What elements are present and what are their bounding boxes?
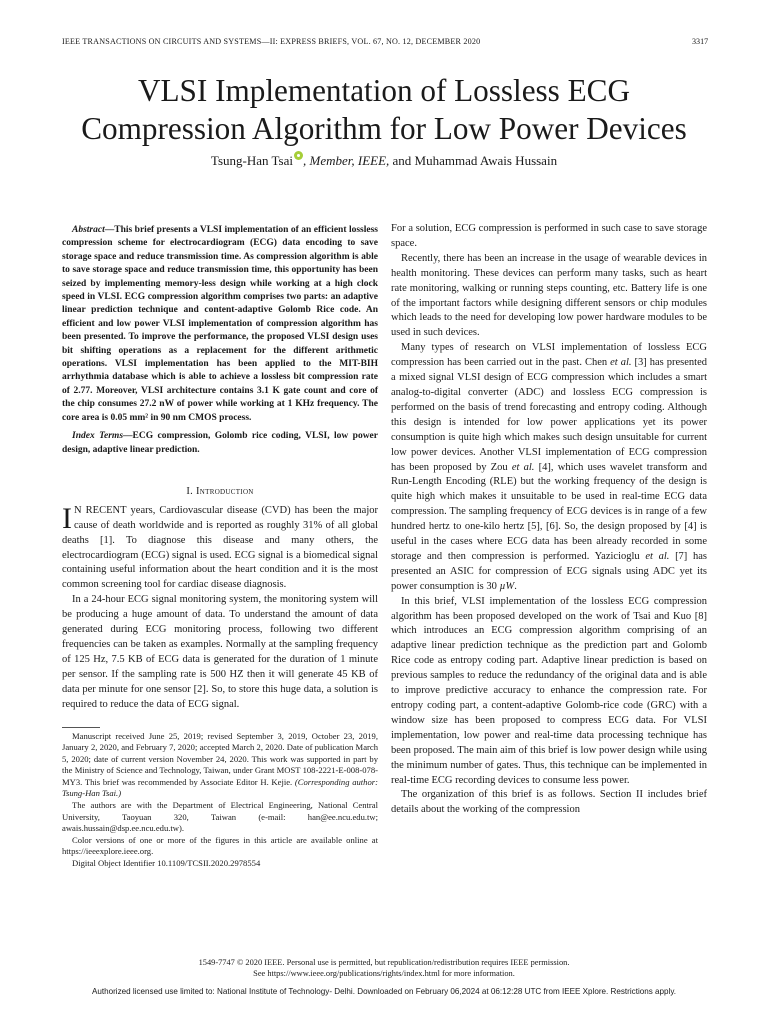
abstract-label: Abstract <box>72 225 105 235</box>
footnote-color-figures: Color versions of one or more of the figures in this article are available online at https://ieeexplore.ieee.org. <box>62 834 378 857</box>
abstract-text: —This brief presents a VLSI implementation of an efficient lossless compression scheme for electrocardiogram (ECG) data encoding to save storage space and reduce transmission time. As compression algorithm is able to save storage space and reduce transmission time, this opportunity has been seized by implementing memory-less design while working at a high clock speed in VLSI. ECG compression algorithm comprises two parts: an adaptive linear prediction technique and content-adaptive Golomb Rice code. An efficient and low power VLSI implementation of compression algorithm has been presented. To improve the performance, the proposed VLSI design uses bit shifting operations as a replacement for the different arithmetic operations. VLSI implementation has been applied to the MIT-BIH arrhythmia database which is able to achieve a lossless bit compression rate of 2.77. Moreover, VLSI architecture contains 3.1 K gate count and core of the chip consumes 27.2 nW of power while working at 1 KHz frequency. The core area is 0.05 mm² in 90 nm CMOS process. <box>62 225 378 423</box>
intro-lead-words: N RECENT <box>74 504 127 516</box>
author-1: Tsung-Han Tsai <box>210 153 293 168</box>
right-paragraph-0: For a solution, ECG compression is performed in such case to save storage space. <box>391 223 707 249</box>
right-column <box>391 222 707 818</box>
title-line-1: VLSI Implementation of Lossless ECG <box>137 73 630 108</box>
paper-title <box>0 72 768 147</box>
footnote-divider <box>62 727 100 728</box>
author-2: and Muhammad Awais Hussain <box>389 153 558 168</box>
drop-cap: I <box>62 501 72 535</box>
footnote-doi: Digital Object Identifier 10.1109/TCSII.2020.2978554 <box>72 858 261 869</box>
footnote-affiliation: The authors are with the Department of Electrical Engineering, National Central University, Taoyuan 320, Taiwan (e-mail: han@ee.ncu.edu.tw; awais.hussain@dsp.ee.ncu.edu.tw). <box>62 800 378 834</box>
license-notice: Authorized licensed use limited to: National Institute of Technology- Delhi. Downloaded on February 06,2024 at 06:12:28 UTC from IEEE Xplore. Restrictions apply. <box>91 987 677 996</box>
author-line <box>0 151 768 169</box>
index-terms <box>62 430 378 457</box>
section-heading-introduction: I. Introduction <box>186 485 254 497</box>
author-membership: , Member, IEEE, <box>303 153 390 168</box>
copyright-notice: 1549-7747 © 2020 IEEE. Personal use is permitted, but republication/redistribution requires IEEE permission. See https://www.ieee.org/publications/rights/index.html for more information. <box>0 957 768 980</box>
index-terms-label: Index Terms <box>72 431 124 442</box>
intro-paragraph-2: In a 24-hour ECG signal monitoring system, the monitoring system will be producing a huge amount of data. To understand the amount of data generated during ECG monitoring process, following two different frequencies can be taken as examples. Normally at the sampling frequency of 125 Hz, 7.5 KB of ECG data is generated for the duration of 1 minute per sensor. If the sampling rate is 500 HZ then it will generate 45 KB of data per minute for one sensor [2]. So, to store this huge data, a solution is required to reduce the data of ECG signal. <box>62 594 378 710</box>
footnote-manuscript: Manuscript received June 25, 2019; revised September 3, 2019, October 23, 2019, January 2, 2020, and February 7, 2020; accepted March 2, 2020. Date of publication March 5, 2020; date of current version November 24, 2020. This work was supported in part by the Ministry of Science and Technology, Taiwan, under Grant MOST 108-2221-E-008-078-MY3. This brief was recommended by Associate Editor H. Kejie. (Corresponding author: Tsung-Han Tsai.) <box>62 730 378 799</box>
intro-paragraph-1: I N RECENT years, Cardiovascular disease (CVD) has been the major cause of death worldwide and is reported as roughly 31% of all global deaths [1]. To diagnose this disease and many others, the electrocardiogram (ECG) signal is used. ECG signal is a biomedical signal containing useful information about the heart condition and it is the most common screening tool for cardiac disease diagnosis. <box>62 501 378 591</box>
rights-link[interactable]: See https://www.ieee.org/publications/rights/index.html for more information. <box>253 969 515 979</box>
orcid-icon[interactable] <box>294 151 303 160</box>
right-paragraph-1: Recently, there has been an increase in the usage of wearable devices in health monitoring. These devices can perform many tasks, such as heart rate monitoring, walking or running steps counting, etc. Battery life is one of the important factors while designing different sensors or chip modules which leads to the need for developing low power hardware modules to be used in such devices. <box>391 252 707 339</box>
left-column <box>62 224 378 870</box>
abstract <box>62 224 378 425</box>
page-number: 3317 <box>692 37 709 46</box>
title-line-2: Compression Algorithm for Low Power Devices <box>81 110 687 146</box>
right-paragraph-2: Many types of research on VLSI implementation of lossless ECG compression has been carried out in the past. Chen et al. [3] has presented a mixed signal VLSI design of ECG compression which includes a smart analog-to-digital converter (ADC) and lossless ECG compression is performed on the basis of trend forecasting and entropy coding. Although this design is intended for low power applications yet its power consumption is quite high which makes such design unsuitable for current low power devices. Another VLSI implementation of ECG compression has been proposed by Zou et al. [4], which uses wavelet transform and Run-Length Encoding (RLE) but the working frequency of the design is quite high which makes it unsuitable to be used in real-time ECG data compression. The sampling frequency of ECG devices is in range of a few hundred hertz to one-kilo hertz [5], [6]. So, the design proposed by [4] is useful in the cases where ECG data has been already recorded in some storage and then compression is performed. Yazicioglu et al. [7] has presented an ASIC for compression of ECG signals using ADC yet its power consumption is 30 µW. <box>391 342 707 592</box>
index-terms-text: —ECG compression, Golomb rice coding, VLSI, low power design, adaptive linear prediction. <box>62 431 378 455</box>
right-paragraph-3: In this brief, VLSI implementation of the lossless ECG compression algorithm has been proposed developed on the work of Tsai and Kuo [8] which introduces an ECG compression algorithm comprising of an adaptive linear prediction technique as the prediction part and Golomb Rice code as entropy coding part. Adaptive linear prediction is based on previous samples to reduce the redundancy of the original data and is able to improve predictive accuracy to enhance the compression rate. For entropy coding part, a content-adaptive Golomb-rice code (GRC) with a window size has been proposed to compress ECG data. For VLSI implementation, low power and real-time data processing technique has been proposed. The main aim of this brief is low power design while using the minimum number of gates. Thus, this technique can be implemented in real-time ECG recording devices to consume less power. <box>391 595 707 786</box>
running-header: IEEE TRANSACTIONS ON CIRCUITS AND SYSTEMS—II: EXPRESS BRIEFS, VOL. 67, NO. 12, DECEMBER 2020 <box>62 37 481 46</box>
right-paragraph-4: The organization of this brief is as follows. Section II includes brief details about the working of the compression <box>391 789 707 816</box>
